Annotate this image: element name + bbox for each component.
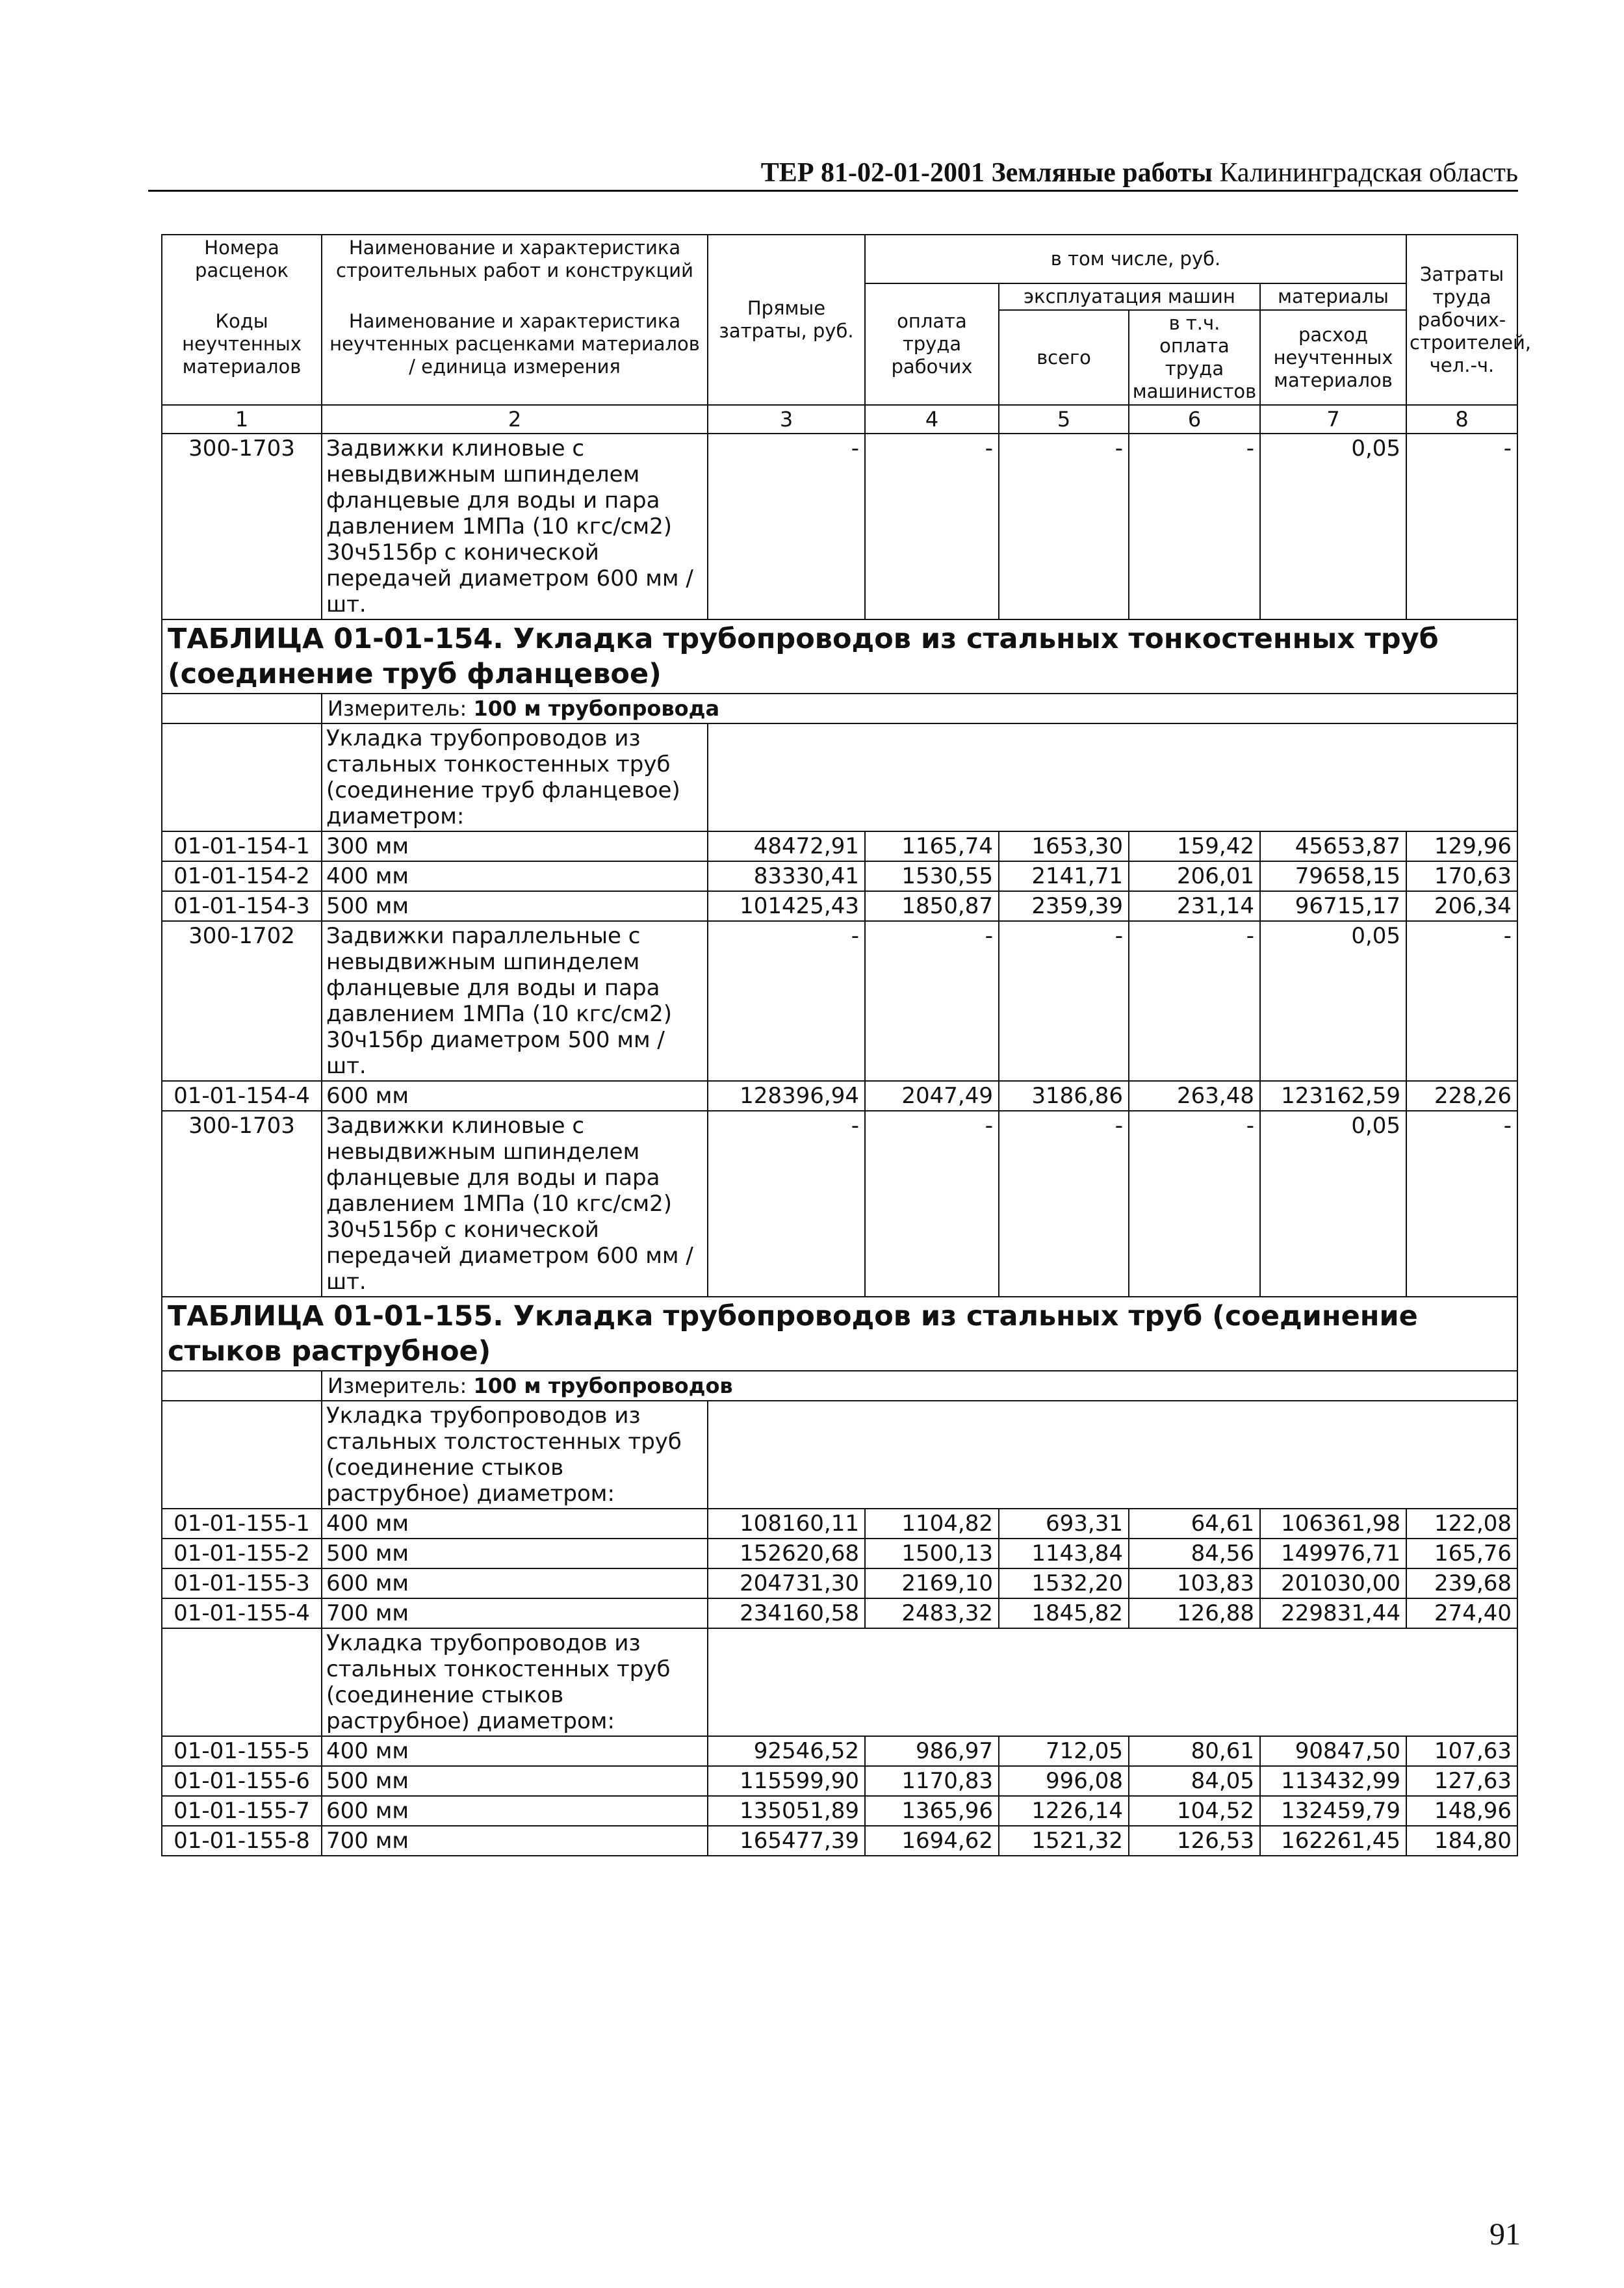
value-cell: 132459,79 (1260, 1796, 1406, 1826)
value-cell: - (708, 434, 865, 619)
rate-code: 01-01-154-1 (162, 831, 322, 861)
page-number: 91 (1489, 2217, 1521, 2252)
section-title-row (162, 619, 1517, 694)
value-cell: 1226,14 (999, 1796, 1129, 1826)
doc-code: ТЕР 81-02-01-2001 (760, 158, 985, 188)
value-cell: 79658,15 (1260, 861, 1406, 891)
col-number: 7 (1260, 405, 1406, 434)
value-cell: 2483,32 (865, 1598, 999, 1628)
rate-name: 400 мм (322, 1509, 708, 1539)
rate-name: Задвижки клиновые с невыдвижным шпинделем фланцевые для воды и пара давлением 1МПа (10 кгс/см2) 30ч515бр с конической передачей диаметром 600 мм / шт. (322, 1111, 708, 1297)
value-cell: 204731,30 (708, 1568, 865, 1598)
value-cell: 108160,11 (708, 1509, 865, 1539)
meter-label: Измеритель: (328, 1373, 467, 1398)
section-title-row (162, 1297, 1517, 1371)
table-row (162, 1509, 1517, 1539)
rate-code: 01-01-155-3 (162, 1568, 322, 1598)
empty-cell (162, 1628, 322, 1736)
rate-code: 300-1703 (162, 434, 322, 619)
empty-cell (708, 1401, 1517, 1509)
value-cell: 2141,71 (999, 861, 1129, 891)
group-caption-row (162, 1628, 1517, 1736)
col8-header: Затраты труда рабочих-строителей, чел.-ч. (1406, 235, 1517, 405)
running-header (148, 155, 1518, 191)
value-cell: 229831,44 (1260, 1598, 1406, 1628)
empty-cell (708, 1628, 1517, 1736)
value-cell: 693,31 (999, 1509, 1129, 1539)
value-cell: 206,01 (1129, 861, 1260, 891)
group-caption-row (162, 723, 1517, 831)
value-cell: 2047,49 (865, 1081, 999, 1111)
value-cell: 149976,71 (1260, 1539, 1406, 1568)
value-cell: 1365,96 (865, 1796, 999, 1826)
table-row (162, 1736, 1517, 1766)
incl-group-header: в том числе, руб. (865, 235, 1406, 283)
table-row (162, 1568, 1517, 1598)
value-cell: 170,63 (1406, 861, 1517, 891)
value-cell: - (865, 921, 999, 1081)
value-cell: - (865, 1111, 999, 1297)
meter-value: 100 м трубопровода (473, 696, 720, 721)
value-cell: 129,96 (1406, 831, 1517, 861)
value-cell: - (999, 1111, 1129, 1297)
value-cell: 165,76 (1406, 1539, 1517, 1568)
value-cell: - (1129, 434, 1260, 619)
col1-top: Номера расценок (162, 235, 322, 283)
value-cell: 201030,00 (1260, 1568, 1406, 1598)
value-cell: 0,05 (1260, 1111, 1406, 1297)
value-cell: 64,61 (1129, 1509, 1260, 1539)
materials-header: материалы (1260, 283, 1406, 310)
value-cell: 263,48 (1129, 1081, 1260, 1111)
table-row (162, 831, 1517, 861)
value-cell: 206,34 (1406, 891, 1517, 921)
value-cell: 107,63 (1406, 1736, 1517, 1766)
value-cell: 231,14 (1129, 891, 1260, 921)
rate-code: 01-01-155-7 (162, 1796, 322, 1826)
empty-cell (162, 694, 322, 723)
value-cell: 128396,94 (708, 1081, 865, 1111)
value-cell: 135051,89 (708, 1796, 865, 1826)
col2-bottom: Наименование и характеристика неучтенных расценками материалов / единица измерения (322, 283, 708, 405)
rate-code: 01-01-155-1 (162, 1509, 322, 1539)
section-title: ТАБЛИЦА 01-01-154. Укладка трубопроводов из стальных тонкостенных труб (соединение труб фланцевое) (162, 619, 1517, 694)
table-row (162, 921, 1517, 1081)
value-cell: - (708, 921, 865, 1081)
group-caption: Укладка трубопроводов из стальных тонкостенных труб (соединение труб фланцевое) диаметром: (322, 723, 708, 831)
col-number: 3 (708, 405, 865, 434)
value-cell: 3186,86 (999, 1081, 1129, 1111)
rate-name: 600 мм (322, 1568, 708, 1598)
group-caption: Укладка трубопроводов из стальных тонкостенных труб (соединение стыков раструбное) диаметром: (322, 1628, 708, 1736)
rate-code: 01-01-154-2 (162, 861, 322, 891)
value-cell: 165477,39 (708, 1826, 865, 1856)
value-cell: 159,42 (1129, 831, 1260, 861)
value-cell: 84,05 (1129, 1766, 1260, 1796)
rate-code: 01-01-154-3 (162, 891, 322, 921)
value-cell: - (1406, 1111, 1517, 1297)
col-number: 6 (1129, 405, 1260, 434)
value-cell: 274,40 (1406, 1598, 1517, 1628)
empty-cell (708, 723, 1517, 831)
rate-name: Задвижки параллельные с невыдвижным шпинделем фланцевые для воды и пара давлением 1МПа (10 кгс/см2) 30ч15бр диаметром 500 мм / шт. (322, 921, 708, 1081)
value-cell: 1530,55 (865, 861, 999, 891)
value-cell: 127,63 (1406, 1766, 1517, 1796)
value-cell: 162261,45 (1260, 1826, 1406, 1856)
rate-name: 500 мм (322, 891, 708, 921)
value-cell: 1143,84 (999, 1539, 1129, 1568)
value-cell: 84,56 (1129, 1539, 1260, 1568)
rate-name: 300 мм (322, 831, 708, 861)
rate-code: 01-01-155-5 (162, 1736, 322, 1766)
value-cell: 1165,74 (865, 831, 999, 861)
value-cell: 0,05 (1260, 434, 1406, 619)
value-cell: 152620,68 (708, 1539, 865, 1568)
table-row (162, 1081, 1517, 1111)
value-cell: 2359,39 (999, 891, 1129, 921)
value-cell: 45653,87 (1260, 831, 1406, 861)
col6-header: в т.ч. оплата труда машинистов (1129, 310, 1260, 405)
value-cell: 1170,83 (865, 1766, 999, 1796)
value-cell: 96715,17 (1260, 891, 1406, 921)
rate-name: 500 мм (322, 1539, 708, 1568)
col-number: 5 (999, 405, 1129, 434)
value-cell: 228,26 (1406, 1081, 1517, 1111)
value-cell: 90847,50 (1260, 1736, 1406, 1766)
value-cell: 1521,32 (999, 1826, 1129, 1856)
value-cell: 2169,10 (865, 1568, 999, 1598)
value-cell: 1845,82 (999, 1598, 1129, 1628)
value-cell: 101425,43 (708, 891, 865, 921)
table-row (162, 1826, 1517, 1856)
value-cell: 0,05 (1260, 921, 1406, 1081)
table-row (162, 861, 1517, 891)
rate-code: 300-1702 (162, 921, 322, 1081)
meter (322, 694, 1517, 723)
value-cell: - (865, 434, 999, 619)
empty-cell (162, 723, 322, 831)
value-cell: 106361,98 (1260, 1509, 1406, 1539)
value-cell: 83330,41 (708, 861, 865, 891)
value-cell: 184,80 (1406, 1826, 1517, 1856)
value-cell: 48472,91 (708, 831, 865, 861)
col1-bottom: Коды неучтенных материалов (162, 283, 322, 405)
col-number: 1 (162, 405, 322, 434)
value-cell: 126,88 (1129, 1598, 1260, 1628)
value-cell: 115599,90 (708, 1766, 865, 1796)
group-caption-row (162, 1401, 1517, 1509)
table-row (162, 891, 1517, 921)
empty-cell (162, 1371, 322, 1401)
section-title: ТАБЛИЦА 01-01-155. Укладка трубопроводов из стальных труб (соединение стыков раструбное) (162, 1297, 1517, 1371)
table-row (162, 1111, 1517, 1297)
meter-row (162, 694, 1517, 723)
doc-title: Земляные работы (991, 158, 1213, 188)
rate-name: 600 мм (322, 1796, 708, 1826)
value-cell: 92546,52 (708, 1736, 865, 1766)
value-cell: 123162,59 (1260, 1081, 1406, 1111)
value-cell: - (1129, 921, 1260, 1081)
meter-value: 100 м трубопроводов (473, 1373, 733, 1398)
material-row (162, 434, 1517, 619)
value-cell: 996,08 (999, 1766, 1129, 1796)
value-cell: 80,61 (1129, 1736, 1260, 1766)
value-cell: 103,83 (1129, 1568, 1260, 1598)
table-row (162, 1539, 1517, 1568)
rate-name: Задвижки клиновые с невыдвижным шпинделем фланцевые для воды и пара давлением 1МПа (10 кгс/см2) 30ч515бр с конической передачей диаметром 600 мм / шт. (322, 434, 708, 619)
meter (322, 1371, 1517, 1401)
col5-header: всего (999, 310, 1129, 405)
value-cell: - (1406, 434, 1517, 619)
empty-cell (162, 1401, 322, 1509)
value-cell: 986,97 (865, 1736, 999, 1766)
value-cell: - (1129, 1111, 1260, 1297)
meter-row (162, 1371, 1517, 1401)
rate-name: 600 мм (322, 1081, 708, 1111)
col4-header: оплата труда рабочих (865, 283, 999, 405)
rate-name: 700 мм (322, 1826, 708, 1856)
value-cell: 1653,30 (999, 831, 1129, 861)
rate-code: 01-01-154-4 (162, 1081, 322, 1111)
rate-code: 01-01-155-4 (162, 1598, 322, 1628)
value-cell: 122,08 (1406, 1509, 1517, 1539)
table-row (162, 1796, 1517, 1826)
col-number: 4 (865, 405, 999, 434)
value-cell: 1104,82 (865, 1509, 999, 1539)
group-caption: Укладка трубопроводов из стальных толстостенных труб (соединение стыков раструбное) диаметром: (322, 1401, 708, 1509)
col-number: 8 (1406, 405, 1517, 434)
value-cell: 113432,99 (1260, 1766, 1406, 1796)
header-row-1 (162, 235, 1517, 283)
value-cell: 126,53 (1129, 1826, 1260, 1856)
value-cell: - (1406, 921, 1517, 1081)
value-cell: 1850,87 (865, 891, 999, 921)
rate-code: 01-01-155-8 (162, 1826, 322, 1856)
value-cell: 1532,20 (999, 1568, 1129, 1598)
rates-table (161, 234, 1532, 1856)
rate-code: 300-1703 (162, 1111, 322, 1297)
rate-code: 01-01-155-2 (162, 1539, 322, 1568)
value-cell: 104,52 (1129, 1796, 1260, 1826)
col7-header: расход неучтенных материалов (1260, 310, 1406, 405)
value-cell: 239,68 (1406, 1568, 1517, 1598)
col3-header: Прямые затраты, руб. (708, 235, 865, 405)
value-cell: 234160,58 (708, 1598, 865, 1628)
rate-name: 400 мм (322, 1736, 708, 1766)
machines-header: эксплуатация машин (999, 283, 1260, 310)
value-cell: 1694,62 (865, 1826, 999, 1856)
value-cell: - (999, 921, 1129, 1081)
rate-code: 01-01-155-6 (162, 1766, 322, 1796)
value-cell: 712,05 (999, 1736, 1129, 1766)
meter-label: Измеритель: (328, 696, 467, 721)
rate-name: 700 мм (322, 1598, 708, 1628)
rate-name: 400 мм (322, 861, 708, 891)
header-rule (148, 190, 1518, 192)
value-cell: 1500,13 (865, 1539, 999, 1568)
col2-top: Наименование и характеристика строительных работ и конструкций (322, 235, 708, 283)
value-cell: - (999, 434, 1129, 619)
col-number: 2 (322, 405, 708, 434)
value-cell: - (708, 1111, 865, 1297)
rate-name: 500 мм (322, 1766, 708, 1796)
table-body (162, 235, 1532, 1856)
column-numbers-row (162, 405, 1517, 434)
table-row (162, 1766, 1517, 1796)
table-row (162, 1598, 1517, 1628)
value-cell: 148,96 (1406, 1796, 1517, 1826)
doc-region: Калининградская область (1219, 158, 1518, 188)
